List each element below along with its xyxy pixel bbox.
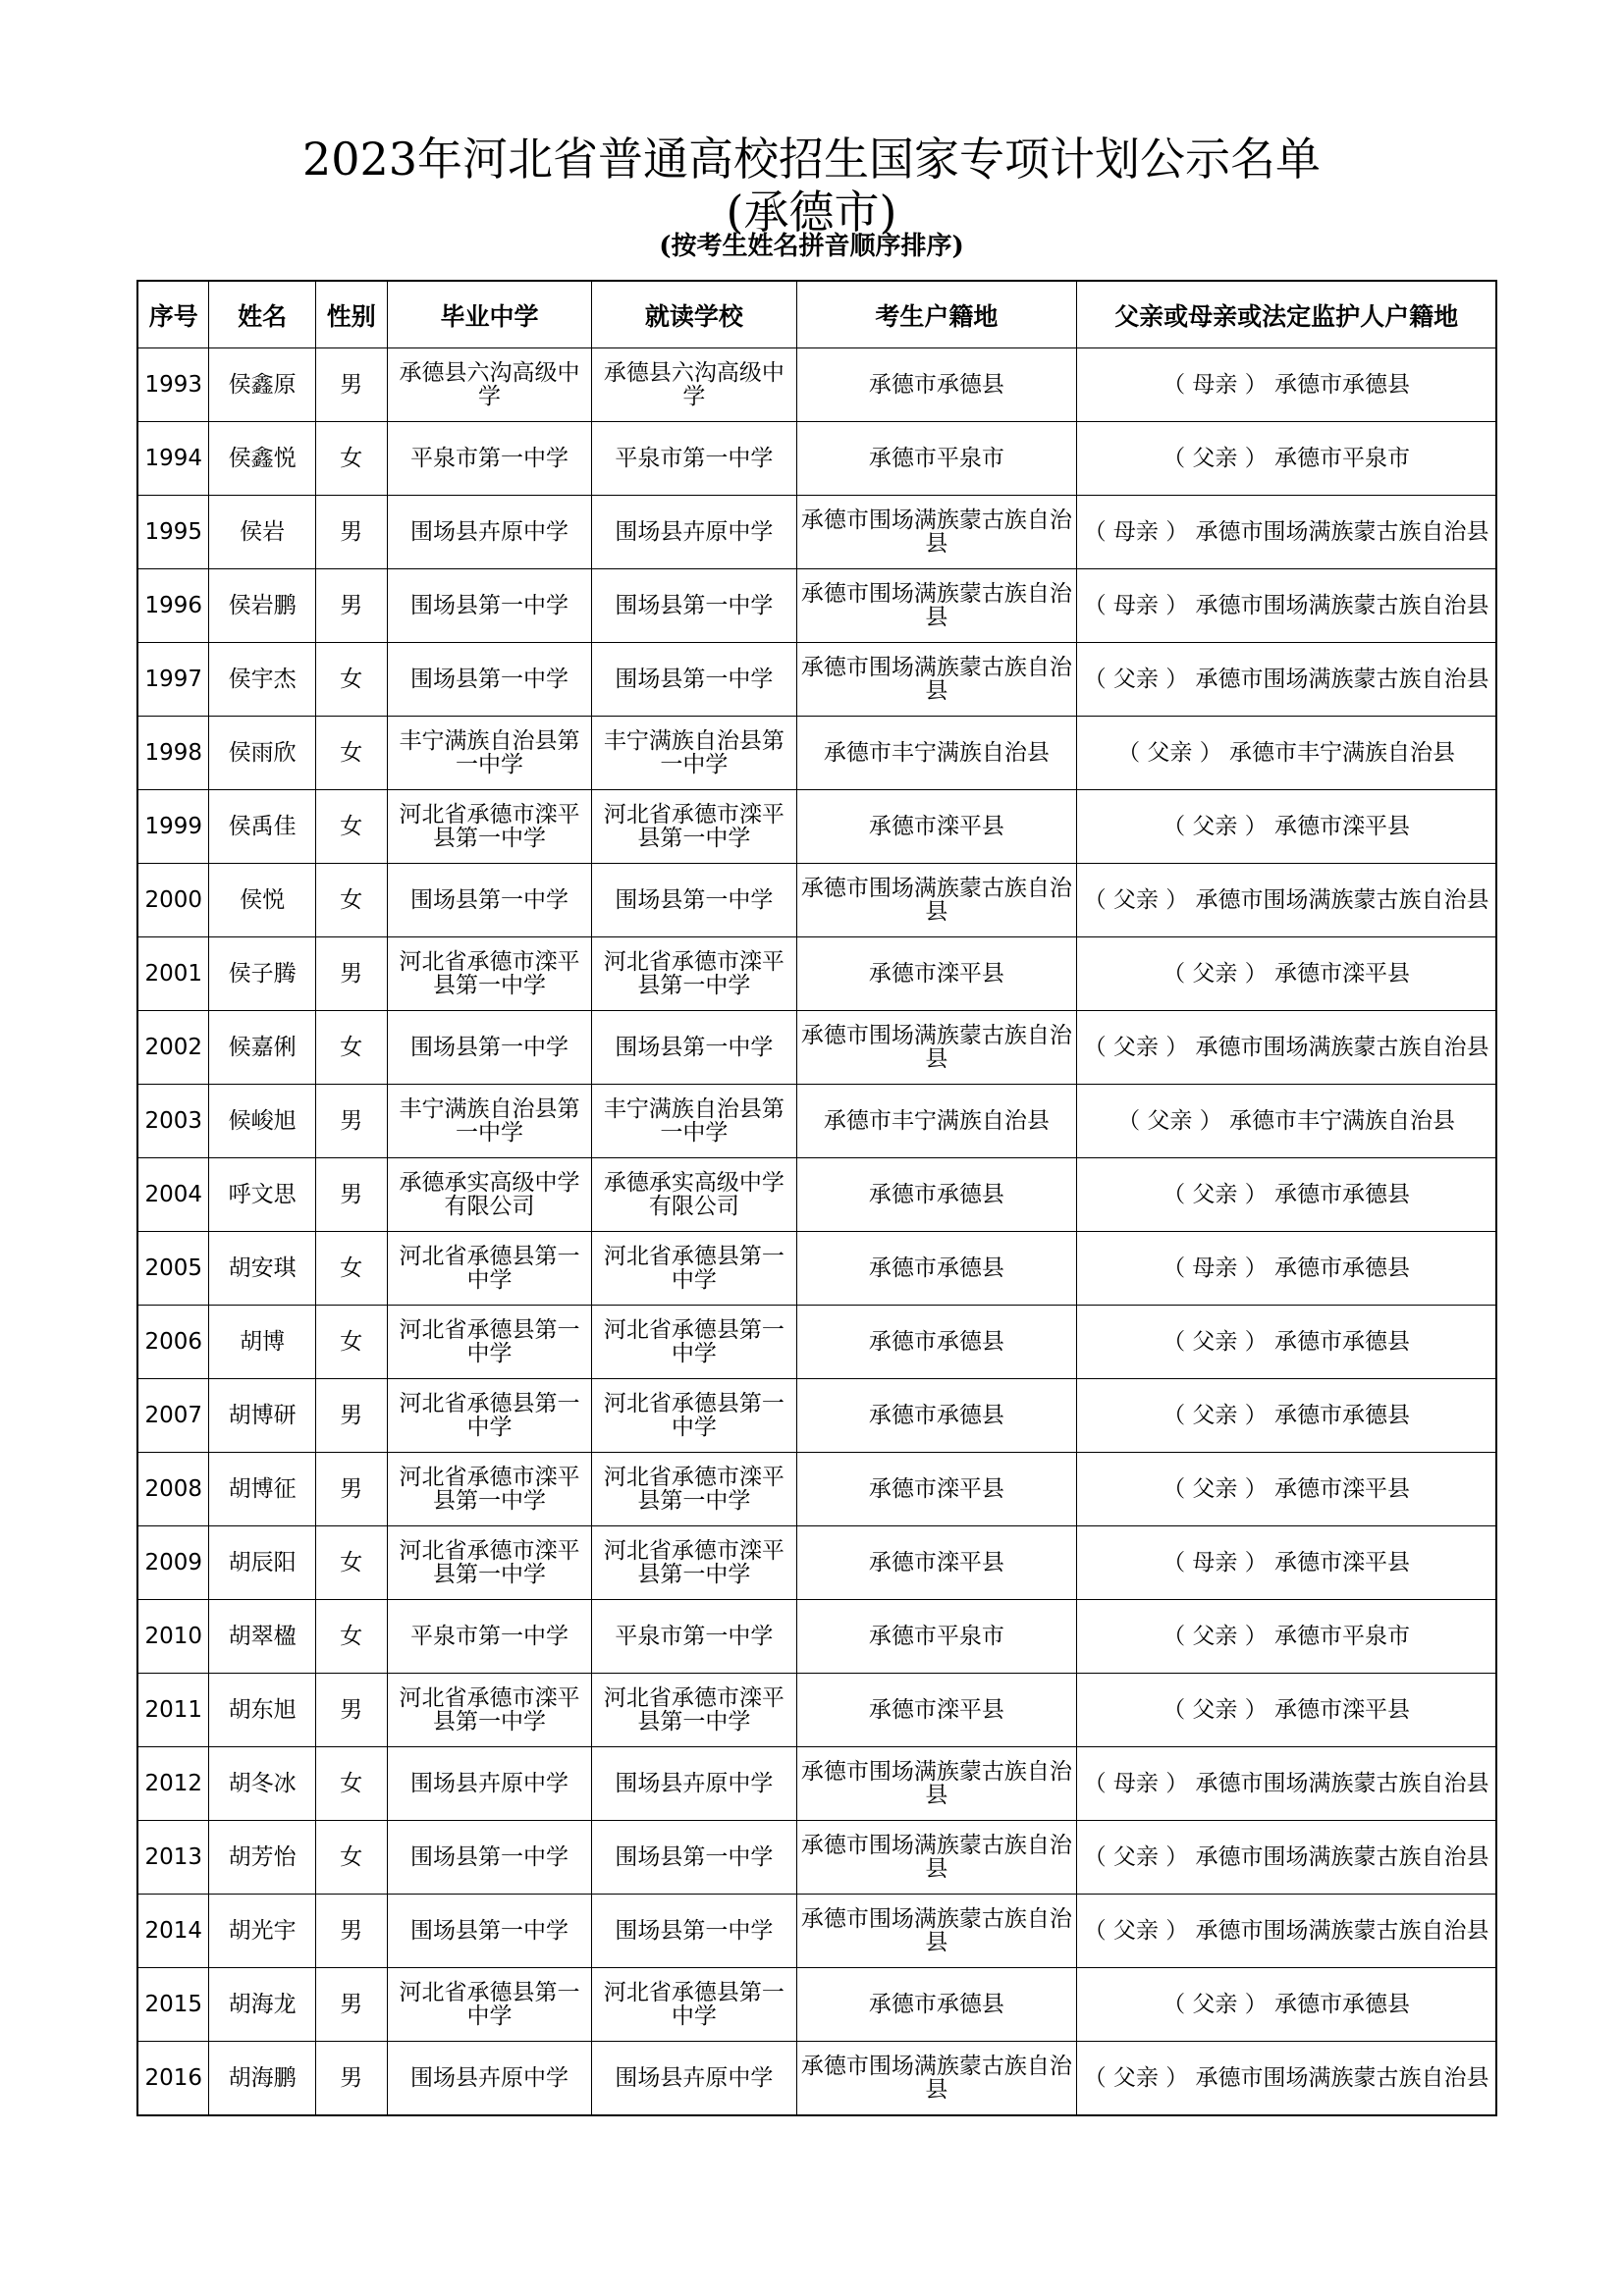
cell-gender: 女: [315, 1306, 387, 1379]
cell-name: 侯鑫悦: [209, 422, 315, 496]
cell-gender: 女: [315, 1232, 387, 1306]
cell-graduation-school: 河北省承德市滦平县第一中学: [387, 1453, 591, 1526]
cell-seq: 2007: [137, 1379, 209, 1453]
cell-graduation-school: 承德县六沟高级中学: [387, 348, 591, 422]
cell-name: 胡辰阳: [209, 1526, 315, 1600]
table-row: [137, 348, 1496, 422]
column-header-current-school: 就读学校: [592, 281, 796, 348]
cell-gender: 女: [315, 1011, 387, 1085]
cell-gender: 女: [315, 1747, 387, 1821]
cell-current-school: 河北省承德县第一中学: [592, 1232, 796, 1306]
cell-gender: 男: [315, 2042, 387, 2116]
cell-student-hukou: 承德市围场满族蒙古族自治县: [796, 1895, 1077, 1968]
cell-graduation-school: 河北省承德市滦平县第一中学: [387, 1674, 591, 1747]
table-row: [137, 643, 1496, 717]
table-row: [137, 1379, 1496, 1453]
cell-guardian-hukou: （ 父亲 ） 承德市滦平县: [1077, 1674, 1496, 1747]
cell-guardian-hukou: （ 父亲 ） 承德市丰宁满族自治县: [1077, 1085, 1496, 1158]
cell-seq: 1996: [137, 569, 209, 643]
cell-seq: 1994: [137, 422, 209, 496]
cell-gender: 男: [315, 1674, 387, 1747]
table-row: [137, 1011, 1496, 1085]
cell-name: 胡博: [209, 1306, 315, 1379]
cell-student-hukou: 承德市滦平县: [796, 790, 1077, 864]
column-header-gender: 性别: [315, 281, 387, 348]
cell-gender: 男: [315, 496, 387, 569]
cell-current-school: 河北省承德县第一中学: [592, 1379, 796, 1453]
table-row: [137, 864, 1496, 937]
cell-student-hukou: 承德市承德县: [796, 1306, 1077, 1379]
cell-guardian-hukou: （ 父亲 ） 承德市平泉市: [1077, 422, 1496, 496]
cell-guardian-hukou: （ 父亲 ） 承德市围场满族蒙古族自治县: [1077, 1011, 1496, 1085]
cell-student-hukou: 承德市围场满族蒙古族自治县: [796, 1821, 1077, 1895]
sort-note: (按考生姓名拼音顺序排序): [659, 232, 964, 261]
cell-name: 侯宇杰: [209, 643, 315, 717]
cell-guardian-hukou: （ 父亲 ） 承德市滦平县: [1077, 790, 1496, 864]
cell-student-hukou: 承德市承德县: [796, 1158, 1077, 1232]
cell-seq: 1995: [137, 496, 209, 569]
document-title: 2023年河北省普通高校招生国家专项计划公示名单: [301, 133, 1322, 186]
cell-graduation-school: 平泉市第一中学: [387, 422, 591, 496]
cell-gender: 男: [315, 1085, 387, 1158]
cell-guardian-hukou: （ 父亲 ） 承德市承德县: [1077, 1968, 1496, 2042]
cell-graduation-school: 平泉市第一中学: [387, 1600, 591, 1674]
roster-table: [136, 280, 1497, 2116]
cell-guardian-hukou: （ 母亲 ） 承德市围场满族蒙古族自治县: [1077, 496, 1496, 569]
cell-name: 候嘉俐: [209, 1011, 315, 1085]
cell-gender: 男: [315, 569, 387, 643]
cell-current-school: 围场县第一中学: [592, 1895, 796, 1968]
cell-name: 侯禹佳: [209, 790, 315, 864]
cell-name: 侯岩鹏: [209, 569, 315, 643]
cell-student-hukou: 承德市平泉市: [796, 422, 1077, 496]
cell-student-hukou: 承德市围场满族蒙古族自治县: [796, 864, 1077, 937]
cell-seq: 1998: [137, 717, 209, 790]
cell-current-school: 平泉市第一中学: [592, 1600, 796, 1674]
cell-guardian-hukou: （ 父亲 ） 承德市滦平县: [1077, 937, 1496, 1011]
cell-gender: 男: [315, 1968, 387, 2042]
cell-graduation-school: 河北省承德县第一中学: [387, 1232, 591, 1306]
cell-seq: 2015: [137, 1968, 209, 2042]
cell-gender: 女: [315, 643, 387, 717]
cell-gender: 男: [315, 348, 387, 422]
cell-name: 侯悦: [209, 864, 315, 937]
cell-graduation-school: 河北省承德市滦平县第一中学: [387, 937, 591, 1011]
cell-name: 胡冬冰: [209, 1747, 315, 1821]
cell-guardian-hukou: （ 父亲 ） 承德市围场满族蒙古族自治县: [1077, 1821, 1496, 1895]
cell-gender: 女: [315, 717, 387, 790]
cell-graduation-school: 河北省承德市滦平县第一中学: [387, 790, 591, 864]
cell-graduation-school: 河北省承德县第一中学: [387, 1968, 591, 2042]
cell-name: 胡博征: [209, 1453, 315, 1526]
cell-guardian-hukou: （ 父亲 ） 承德市丰宁满族自治县: [1077, 717, 1496, 790]
cell-graduation-school: 围场县卉原中学: [387, 496, 591, 569]
cell-gender: 男: [315, 1158, 387, 1232]
cell-gender: 女: [315, 790, 387, 864]
cell-gender: 男: [315, 937, 387, 1011]
cell-guardian-hukou: （ 父亲 ） 承德市围场满族蒙古族自治县: [1077, 643, 1496, 717]
cell-student-hukou: 承德市围场满族蒙古族自治县: [796, 2042, 1077, 2116]
table-row: [137, 496, 1496, 569]
cell-student-hukou: 承德市滦平县: [796, 1526, 1077, 1600]
table-row: [137, 1306, 1496, 1379]
table-row: [137, 422, 1496, 496]
cell-guardian-hukou: （ 母亲 ） 承德市承德县: [1077, 1232, 1496, 1306]
cell-name: 胡海龙: [209, 1968, 315, 2042]
cell-gender: 女: [315, 1526, 387, 1600]
cell-current-school: 围场县第一中学: [592, 1011, 796, 1085]
cell-student-hukou: 承德市滦平县: [796, 1674, 1077, 1747]
cell-current-school: 河北省承德县第一中学: [592, 1306, 796, 1379]
cell-guardian-hukou: （ 母亲 ） 承德市滦平县: [1077, 1526, 1496, 1600]
cell-current-school: 河北省承德市滦平县第一中学: [592, 1453, 796, 1526]
cell-name: 侯岩: [209, 496, 315, 569]
cell-guardian-hukou: （ 父亲 ） 承德市平泉市: [1077, 1600, 1496, 1674]
table-row: [137, 790, 1496, 864]
cell-student-hukou: 承德市承德县: [796, 1968, 1077, 2042]
cell-gender: 男: [315, 1895, 387, 1968]
cell-current-school: 承德县六沟高级中学: [592, 348, 796, 422]
table-row: [137, 717, 1496, 790]
cell-name: 呼文思: [209, 1158, 315, 1232]
cell-name: 胡安琪: [209, 1232, 315, 1306]
cell-seq: 2013: [137, 1821, 209, 1895]
cell-current-school: 围场县第一中学: [592, 643, 796, 717]
cell-seq: 1997: [137, 643, 209, 717]
cell-name: 胡海鹏: [209, 2042, 315, 2116]
cell-student-hukou: 承德市围场满族蒙古族自治县: [796, 643, 1077, 717]
cell-student-hukou: 承德市承德县: [796, 1232, 1077, 1306]
cell-seq: 2000: [137, 864, 209, 937]
column-header-name: 姓名: [209, 281, 315, 348]
cell-seq: 2010: [137, 1600, 209, 1674]
cell-gender: 女: [315, 422, 387, 496]
cell-graduation-school: 围场县卉原中学: [387, 2042, 591, 2116]
table-row: [137, 569, 1496, 643]
cell-current-school: 河北省承德市滦平县第一中学: [592, 790, 796, 864]
cell-name: 胡光宇: [209, 1895, 315, 1968]
cell-student-hukou: 承德市滦平县: [796, 1453, 1077, 1526]
cell-seq: 1993: [137, 348, 209, 422]
cell-seq: 1999: [137, 790, 209, 864]
cell-seq: 2001: [137, 937, 209, 1011]
cell-seq: 2005: [137, 1232, 209, 1306]
cell-current-school: 河北省承德县第一中学: [592, 1968, 796, 2042]
table-header-row: [137, 281, 1496, 348]
table-row: [137, 1232, 1496, 1306]
cell-graduation-school: 河北省承德县第一中学: [387, 1379, 591, 1453]
cell-student-hukou: 承德市围场满族蒙古族自治县: [796, 496, 1077, 569]
cell-graduation-school: 围场县第一中学: [387, 1011, 591, 1085]
table-row: [137, 1895, 1496, 1968]
cell-graduation-school: 丰宁满族自治县第一中学: [387, 717, 591, 790]
table-row: [137, 1453, 1496, 1526]
cell-gender: 男: [315, 1379, 387, 1453]
cell-seq: 2016: [137, 2042, 209, 2116]
cell-student-hukou: 承德市丰宁满族自治县: [796, 1085, 1077, 1158]
cell-guardian-hukou: （ 母亲 ） 承德市围场满族蒙古族自治县: [1077, 1747, 1496, 1821]
cell-current-school: 围场县第一中学: [592, 1821, 796, 1895]
cell-student-hukou: 承德市围场满族蒙古族自治县: [796, 1747, 1077, 1821]
cell-guardian-hukou: （ 父亲 ） 承德市承德县: [1077, 1158, 1496, 1232]
table-row: [137, 1968, 1496, 2042]
cell-current-school: 围场县第一中学: [592, 864, 796, 937]
cell-seq: 2008: [137, 1453, 209, 1526]
table-row: [137, 2042, 1496, 2116]
cell-seq: 2002: [137, 1011, 209, 1085]
table-row: [137, 1526, 1496, 1600]
cell-seq: 2014: [137, 1895, 209, 1968]
cell-gender: 女: [315, 1600, 387, 1674]
cell-gender: 女: [315, 1821, 387, 1895]
cell-graduation-school: 河北省承德市滦平县第一中学: [387, 1526, 591, 1600]
cell-name: 侯鑫原: [209, 348, 315, 422]
cell-guardian-hukou: （ 父亲 ） 承德市承德县: [1077, 1306, 1496, 1379]
cell-name: 侯子腾: [209, 937, 315, 1011]
cell-graduation-school: 承德承实高级中学有限公司: [387, 1158, 591, 1232]
cell-seq: 2006: [137, 1306, 209, 1379]
cell-current-school: 围场县卉原中学: [592, 1747, 796, 1821]
cell-seq: 2009: [137, 1526, 209, 1600]
cell-current-school: 平泉市第一中学: [592, 422, 796, 496]
cell-guardian-hukou: （ 父亲 ） 承德市承德县: [1077, 1379, 1496, 1453]
cell-graduation-school: 围场县第一中学: [387, 1821, 591, 1895]
column-header-guardian-hukou: 父亲或母亲或法定监护人户籍地: [1077, 281, 1496, 348]
cell-guardian-hukou: （ 母亲 ） 承德市承德县: [1077, 348, 1496, 422]
cell-guardian-hukou: （ 父亲 ） 承德市围场满族蒙古族自治县: [1077, 1895, 1496, 1968]
document-subtitle: (承德市): [726, 186, 897, 239]
cell-graduation-school: 河北省承德县第一中学: [387, 1306, 591, 1379]
cell-name: 胡芳怡: [209, 1821, 315, 1895]
cell-student-hukou: 承德市围场满族蒙古族自治县: [796, 1011, 1077, 1085]
table-row: [137, 1674, 1496, 1747]
cell-graduation-school: 围场县第一中学: [387, 864, 591, 937]
table-row: [137, 1747, 1496, 1821]
cell-student-hukou: 承德市承德县: [796, 1379, 1077, 1453]
cell-name: 胡博研: [209, 1379, 315, 1453]
cell-seq: 2003: [137, 1085, 209, 1158]
cell-current-school: 河北省承德市滦平县第一中学: [592, 937, 796, 1011]
cell-guardian-hukou: （ 父亲 ） 承德市围场满族蒙古族自治县: [1077, 2042, 1496, 2116]
cell-current-school: 围场县卉原中学: [592, 496, 796, 569]
column-header-graduation-school: 毕业中学: [387, 281, 591, 348]
table-row: [137, 1600, 1496, 1674]
cell-current-school: 河北省承德市滦平县第一中学: [592, 1674, 796, 1747]
cell-current-school: 围场县卉原中学: [592, 2042, 796, 2116]
cell-student-hukou: 承德市滦平县: [796, 937, 1077, 1011]
column-header-seq: 序号: [137, 281, 209, 348]
cell-current-school: 丰宁满族自治县第一中学: [592, 1085, 796, 1158]
column-header-student-hukou: 考生户籍地: [796, 281, 1077, 348]
table-body: [137, 348, 1496, 2116]
cell-current-school: 承德承实高级中学有限公司: [592, 1158, 796, 1232]
cell-student-hukou: 承德市丰宁满族自治县: [796, 717, 1077, 790]
cell-current-school: 丰宁满族自治县第一中学: [592, 717, 796, 790]
cell-name: 侯雨欣: [209, 717, 315, 790]
cell-name: 胡翠楹: [209, 1600, 315, 1674]
cell-seq: 2004: [137, 1158, 209, 1232]
cell-name: 胡东旭: [209, 1674, 315, 1747]
cell-student-hukou: 承德市平泉市: [796, 1600, 1077, 1674]
cell-graduation-school: 围场县第一中学: [387, 643, 591, 717]
cell-guardian-hukou: （ 父亲 ） 承德市滦平县: [1077, 1453, 1496, 1526]
cell-graduation-school: 围场县第一中学: [387, 1895, 591, 1968]
cell-gender: 男: [315, 1453, 387, 1526]
cell-student-hukou: 承德市承德县: [796, 348, 1077, 422]
table-row: [137, 937, 1496, 1011]
cell-graduation-school: 围场县卉原中学: [387, 1747, 591, 1821]
cell-guardian-hukou: （ 父亲 ） 承德市围场满族蒙古族自治县: [1077, 864, 1496, 937]
cell-seq: 2012: [137, 1747, 209, 1821]
cell-current-school: 围场县第一中学: [592, 569, 796, 643]
cell-graduation-school: 丰宁满族自治县第一中学: [387, 1085, 591, 1158]
cell-seq: 2011: [137, 1674, 209, 1747]
cell-guardian-hukou: （ 母亲 ） 承德市围场满族蒙古族自治县: [1077, 569, 1496, 643]
table-row: [137, 1085, 1496, 1158]
table-row: [137, 1821, 1496, 1895]
cell-student-hukou: 承德市围场满族蒙古族自治县: [796, 569, 1077, 643]
cell-current-school: 河北省承德市滦平县第一中学: [592, 1526, 796, 1600]
table-row: [137, 1158, 1496, 1232]
cell-gender: 女: [315, 864, 387, 937]
cell-name: 候峻旭: [209, 1085, 315, 1158]
cell-graduation-school: 围场县第一中学: [387, 569, 591, 643]
